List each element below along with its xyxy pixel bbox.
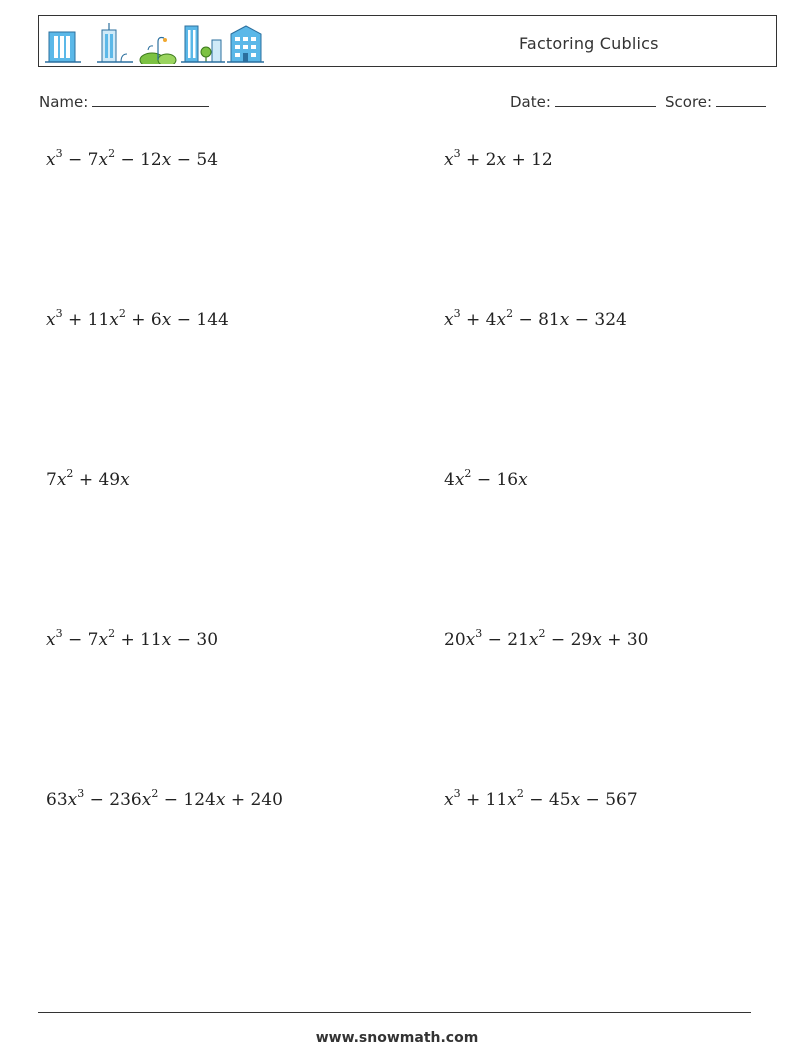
term-text: + 11 bbox=[115, 630, 162, 650]
term-text: − 54 bbox=[171, 150, 219, 170]
exponent: 3 bbox=[55, 307, 63, 320]
variable: x bbox=[56, 470, 67, 490]
term-text: − 236 bbox=[84, 790, 142, 810]
problem-5 bbox=[46, 467, 130, 490]
score-blank[interactable] bbox=[716, 92, 766, 107]
term-text: + 6 bbox=[125, 310, 162, 330]
variable: x bbox=[444, 310, 454, 330]
variable: x bbox=[141, 790, 152, 810]
footer-url[interactable]: www.snowmath.com bbox=[315, 1030, 479, 1046]
term-text: − 7 bbox=[62, 630, 99, 650]
variable: x bbox=[46, 630, 56, 650]
term-text: − 29 bbox=[545, 630, 593, 650]
variable: x bbox=[46, 150, 56, 170]
variable: x bbox=[109, 310, 119, 330]
worksheet-header bbox=[38, 15, 777, 67]
term-text: − 30 bbox=[171, 630, 219, 650]
term-text: + 49 bbox=[73, 470, 121, 490]
variable: x bbox=[161, 630, 172, 650]
term-text: 4 bbox=[444, 470, 455, 490]
term-text: 20 bbox=[444, 630, 466, 650]
exponent: 2 bbox=[464, 467, 472, 480]
exponent: 3 bbox=[453, 787, 461, 800]
term-text: + 4 bbox=[460, 310, 497, 330]
exponent: 2 bbox=[506, 307, 514, 320]
variable: x bbox=[518, 470, 528, 490]
exponent: 2 bbox=[151, 787, 159, 800]
building-icon bbox=[45, 32, 81, 62]
term-text: 7 bbox=[46, 470, 57, 490]
footer-divider bbox=[38, 1012, 751, 1013]
term-text: + 11 bbox=[460, 790, 508, 810]
problem-1 bbox=[46, 147, 219, 170]
tower-icon bbox=[97, 23, 133, 62]
exponent: 2 bbox=[108, 627, 116, 640]
name-label: Name: bbox=[39, 93, 89, 111]
variable: x bbox=[161, 310, 172, 330]
skyscraper-icon bbox=[181, 26, 225, 62]
exponent: 3 bbox=[77, 787, 85, 800]
exponent: 3 bbox=[55, 147, 63, 160]
term-text: + 2 bbox=[460, 150, 497, 170]
term-text: − 567 bbox=[580, 790, 638, 810]
exponent: 2 bbox=[66, 467, 74, 480]
term-text: − 16 bbox=[471, 470, 519, 490]
worksheet-title: Factoring Cublics bbox=[519, 34, 659, 53]
term-text: − 144 bbox=[171, 310, 229, 330]
term-text: − 7 bbox=[62, 150, 99, 170]
exponent: 2 bbox=[516, 787, 524, 800]
exponent: 2 bbox=[538, 627, 546, 640]
name-field bbox=[39, 92, 209, 111]
variable: x bbox=[559, 310, 570, 330]
term-text: + 11 bbox=[62, 310, 110, 330]
variable: x bbox=[98, 630, 109, 650]
problem-8 bbox=[444, 627, 649, 650]
term-text: 63 bbox=[46, 790, 68, 810]
exponent: 2 bbox=[108, 147, 116, 160]
city-logo bbox=[45, 20, 265, 64]
office-icon bbox=[227, 26, 264, 62]
term-text: − 45 bbox=[523, 790, 571, 810]
variable: x bbox=[161, 150, 172, 170]
variable: x bbox=[46, 310, 56, 330]
problem-10 bbox=[444, 787, 638, 810]
date-label: Date: bbox=[510, 93, 551, 111]
problem-6 bbox=[444, 467, 528, 490]
variable: x bbox=[444, 790, 454, 810]
term-text: − 81 bbox=[513, 310, 560, 330]
problem-9 bbox=[46, 787, 283, 810]
problem-7 bbox=[46, 627, 219, 650]
date-field bbox=[510, 92, 656, 111]
name-blank[interactable] bbox=[92, 92, 209, 107]
variable: x bbox=[215, 790, 226, 810]
term-text: − 324 bbox=[569, 310, 627, 330]
term-text: + 240 bbox=[225, 790, 283, 810]
problem-3 bbox=[46, 307, 229, 330]
variable: x bbox=[592, 630, 602, 650]
problem-4 bbox=[444, 307, 627, 330]
exponent: 3 bbox=[453, 147, 461, 160]
term-text: + 30 bbox=[601, 630, 649, 650]
exponent: 3 bbox=[453, 307, 461, 320]
variable: x bbox=[98, 150, 109, 170]
variable: x bbox=[67, 790, 78, 810]
term-text: − 12 bbox=[115, 150, 162, 170]
variable: x bbox=[444, 150, 454, 170]
variable: x bbox=[528, 630, 539, 650]
term-text: + 12 bbox=[506, 150, 553, 170]
score-field bbox=[665, 92, 766, 111]
variable: x bbox=[120, 470, 130, 490]
problem-2 bbox=[444, 147, 553, 170]
variable: x bbox=[570, 790, 581, 810]
date-blank[interactable] bbox=[555, 92, 656, 107]
term-text: − 21 bbox=[482, 630, 529, 650]
park-icon bbox=[140, 38, 176, 65]
term-text: − 124 bbox=[158, 790, 216, 810]
exponent: 3 bbox=[475, 627, 483, 640]
variable: x bbox=[496, 150, 507, 170]
variable: x bbox=[507, 790, 517, 810]
exponent: 2 bbox=[118, 307, 126, 320]
score-label: Score: bbox=[665, 93, 713, 111]
variable: x bbox=[454, 470, 465, 490]
exponent: 3 bbox=[55, 627, 63, 640]
variable: x bbox=[496, 310, 507, 330]
variable: x bbox=[465, 630, 476, 650]
